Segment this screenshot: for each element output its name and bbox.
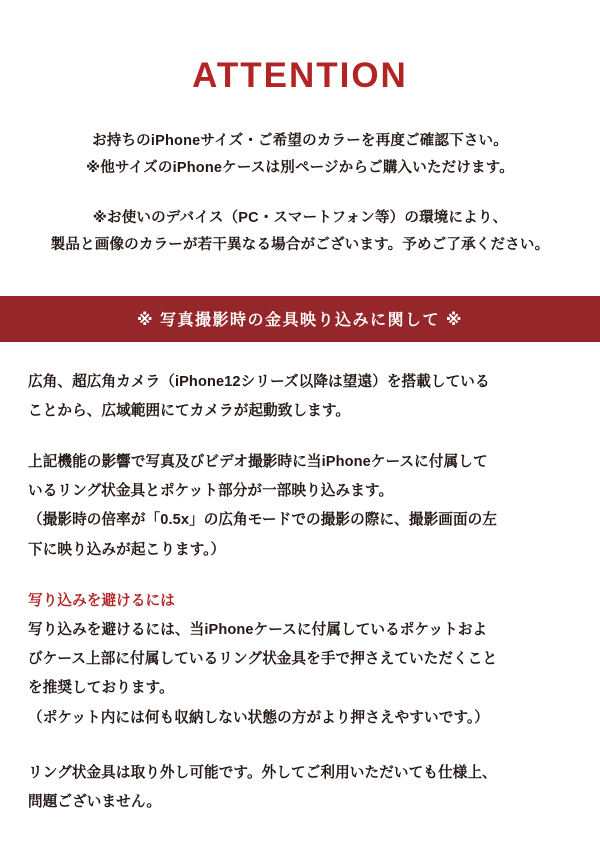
section-banner xyxy=(0,296,600,342)
text-line: 広角、超広角カメラ（iPhone12シリーズ以降は望遠）を搭載している xyxy=(28,373,490,390)
page-title: ATTENTION xyxy=(192,56,408,95)
intro-line: 製品と画像のカラーが若干異なる場合がございます。予めご了承ください。 xyxy=(50,237,550,254)
text-line: を推奨しております。 xyxy=(28,680,174,697)
text-line: びケース上部に付属しているリング状金具を手で押さえていただくこと xyxy=(28,651,498,668)
section-banner-label: ※ 写真撮影時の金具映り込みに関して ※ xyxy=(136,312,463,330)
intro-line: ※他サイズのiPhoneケースは別ページからご購入いただけます。 xyxy=(86,160,514,177)
intro-line: お持ちのiPhoneサイズ・ご希望のカラーを再度ご確認下さい。 xyxy=(92,132,508,149)
body-content xyxy=(0,342,600,817)
subheading-avoid-reflection: 写り込みを避けるには xyxy=(28,592,175,609)
paragraph-ring-removable xyxy=(28,759,572,817)
text-line: 問題ございません。 xyxy=(28,793,162,810)
text-line: ことから、広域範囲にてカメラが起動致します。 xyxy=(28,402,351,419)
text-line: （撮影時の倍率が「0.5x」の広角モードでの撮影の際に、撮影画面の左 xyxy=(28,512,498,529)
text-line: 上記機能の影響で写真及びビデオ撮影時に当iPhoneケースに付属して xyxy=(28,454,488,471)
intro-line: ※お使いのデバイス（PC・スマートフォン等）の環境により、 xyxy=(92,209,508,226)
text-line: 写り込みを避けるには、当iPhoneケースに付属しているポケットおよ xyxy=(28,622,488,638)
intro-block-1 xyxy=(0,128,600,183)
text-line: 下に映り込みが起こります。） xyxy=(28,541,226,558)
paragraph-reflection-detail xyxy=(28,448,572,565)
text-line: いるリング状金具とポケット部分が一部映り込みます。 xyxy=(28,483,394,500)
paragraph-camera-spec xyxy=(28,368,572,426)
intro-block-2 xyxy=(0,205,600,260)
paragraph-avoidance xyxy=(28,587,572,733)
text-line: リング状金具は取り外し可能です。外してご利用いただいても仕様上、 xyxy=(28,764,497,781)
text-line: （ポケット内には何も収納しない状態の方がより押さえやすいです。） xyxy=(28,709,490,726)
